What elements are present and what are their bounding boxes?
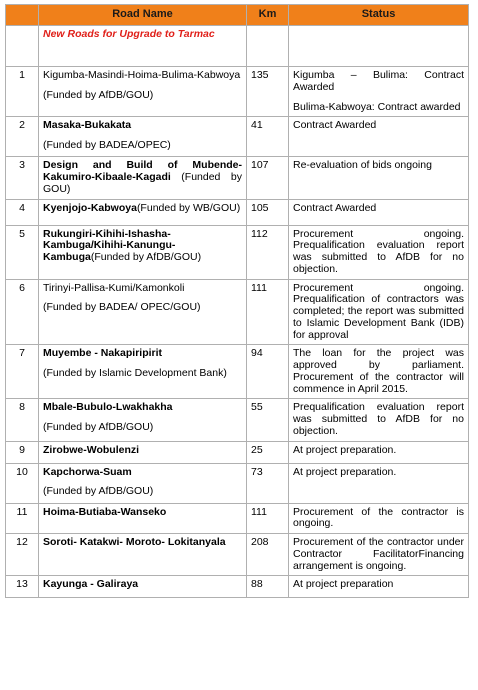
- road-name-cell: [39, 117, 247, 157]
- funding-source: (Funded by BADEA/ OPEC/GOU): [43, 301, 201, 314]
- status-cell: [289, 503, 469, 534]
- row-number: 5: [6, 225, 39, 279]
- km-value: 105: [247, 199, 289, 225]
- road-name-cell: [39, 225, 247, 279]
- road-name: Soroti- Katakwi- Moroto- Lokitanyala: [43, 536, 226, 548]
- table-row: [6, 117, 469, 157]
- road-name: Masaka-Bukakata: [43, 119, 132, 132]
- table-row: [6, 463, 469, 503]
- table-row: [6, 157, 469, 199]
- road-name: Muyembe - Nakapiripirit: [43, 347, 163, 360]
- status-text: Re-evaluation of bids ongoing: [293, 159, 432, 172]
- km-value: 94: [247, 345, 289, 399]
- table-row: [6, 576, 469, 598]
- road-name-cell: [39, 157, 247, 199]
- km-value: 111: [247, 279, 289, 345]
- road-name: Zirobwe-Wobulenzi: [43, 443, 140, 456]
- road-name-cell: [39, 576, 247, 598]
- row-number: 11: [6, 503, 39, 534]
- km-value: 73: [247, 463, 289, 503]
- status-cell: [289, 199, 469, 225]
- status-text: Bulima-Kabwoya: Contract awarded: [293, 100, 461, 113]
- status-text: Procurement ongoing. Prequalification of contractors was completed; the report was submitted to Islamic Development Bank (IDB) for approval: [293, 281, 464, 341]
- road-name: Mbale-Bubulo-Lwakhakha: [43, 401, 173, 414]
- funding-source: (Funded by WB/GOU): [136, 201, 241, 214]
- corner-cell: [6, 5, 39, 26]
- road-name: Design and Build of Mubende-Kakumiro-Kibaale-Kagadi: [43, 159, 242, 183]
- km-value: 135: [247, 67, 289, 117]
- status-cell: [289, 576, 469, 598]
- status-cell: [289, 157, 469, 199]
- status-text: Procurement of the contractor under Contractor FacilitatorFinancing arrangement is ongoing.: [293, 536, 464, 572]
- funding-source: (Funded by AfDB/GOU): [43, 88, 154, 101]
- status-cell: [289, 399, 469, 441]
- table-row: [6, 503, 469, 534]
- row-number: 7: [6, 345, 39, 399]
- row-number: 1: [6, 67, 39, 117]
- road-name-cell: [39, 67, 247, 117]
- status-cell: [289, 534, 469, 576]
- section-title: New Roads for Upgrade to Tarmac: [39, 26, 247, 67]
- status-text: At project preparation.: [293, 443, 397, 456]
- table-row: [6, 67, 469, 117]
- road-name-cell: [39, 199, 247, 225]
- table-row: [6, 441, 469, 463]
- row-number: 12: [6, 534, 39, 576]
- road-name-cell: [39, 441, 247, 463]
- road-name: Kayunga - Galiraya: [43, 578, 139, 591]
- km-value: 88: [247, 576, 289, 598]
- km-value: 107: [247, 157, 289, 199]
- status-cell: [289, 279, 469, 345]
- road-name-cell: [39, 534, 247, 576]
- section-row: [6, 26, 469, 67]
- table-row: [6, 399, 469, 441]
- status-text: Prequalification evaluation report was submitted to AfDB for no objection.: [293, 401, 464, 437]
- status-text: Procurement ongoing. Prequalification evaluation report was submitted to AfDB for no objection.: [293, 227, 464, 275]
- road-name-cell: [39, 463, 247, 503]
- status-text: Contract Awarded: [293, 201, 377, 214]
- road-name-cell: [39, 279, 247, 345]
- road-name: Hoima-Butiaba-Wanseko: [43, 505, 167, 518]
- status-text: The loan for the project was approved by parliament. Procurement of the contractor will commence in April 2015.: [293, 347, 464, 395]
- road-name: Kapchorwa-Suam: [43, 465, 132, 478]
- funding-source: (Funded by GOU): [43, 171, 242, 195]
- status-text: Contract Awarded: [293, 119, 377, 132]
- row-number: 9: [6, 441, 39, 463]
- header-km: Km: [247, 5, 289, 26]
- table-row: [6, 345, 469, 399]
- roads-table: [5, 4, 469, 598]
- table-row: [6, 199, 469, 225]
- status-text: Procurement of the contractor is ongoing.: [293, 505, 464, 530]
- table-row: [6, 279, 469, 345]
- km-value: 111: [247, 503, 289, 534]
- km-value: 41: [247, 117, 289, 157]
- row-number: 13: [6, 576, 39, 598]
- km-value: 208: [247, 534, 289, 576]
- status-text: At project preparation.: [293, 465, 397, 478]
- status-cell: [289, 463, 469, 503]
- status-text: At project preparation: [293, 578, 394, 591]
- status-cell: [289, 117, 469, 157]
- status-cell: [289, 225, 469, 279]
- funding-source: (Funded by AfDB/GOU): [43, 421, 154, 433]
- header-road-name: Road Name: [39, 5, 247, 26]
- status-cell: [289, 441, 469, 463]
- road-name-cell: [39, 503, 247, 534]
- row-number: 3: [6, 157, 39, 199]
- road-name: Kigumba-Masindi-Hoima-Bulima-Kabwoya: [43, 69, 241, 81]
- road-name-cell: [39, 345, 247, 399]
- header-row: [6, 5, 469, 26]
- row-number: 6: [6, 279, 39, 345]
- table-row: [6, 534, 469, 576]
- funding-source: (Funded by AfDB/GOU): [90, 251, 202, 263]
- row-number: 8: [6, 399, 39, 441]
- funding-source: (Funded by BADEA/OPEC): [43, 139, 171, 151]
- km-value: 112: [247, 225, 289, 279]
- funding-source: (Funded by AfDB/GOU): [43, 485, 154, 498]
- table-row: [6, 225, 469, 279]
- status-cell: [289, 67, 469, 117]
- header-status: Status: [289, 5, 469, 26]
- funding-source: (Funded by Islamic Development Bank): [43, 367, 227, 379]
- road-name: Kyenjojo-Kabwoya: [43, 201, 137, 214]
- row-number: 10: [6, 463, 39, 503]
- km-value: 55: [247, 399, 289, 441]
- road-name-cell: [39, 399, 247, 441]
- status-text: Kigumba – Bulima: Contract Awarded: [293, 69, 464, 93]
- road-name: Rukungiri-Kihihi-Ishasha-Kambuga/Kihihi-Kanungu-Kambuga: [43, 227, 176, 263]
- road-name: Tirinyi-Pallisa-Kumi/Kamonkoli: [43, 281, 185, 294]
- km-value: 25: [247, 441, 289, 463]
- status-cell: [289, 345, 469, 399]
- row-number: 4: [6, 199, 39, 225]
- row-number: 2: [6, 117, 39, 157]
